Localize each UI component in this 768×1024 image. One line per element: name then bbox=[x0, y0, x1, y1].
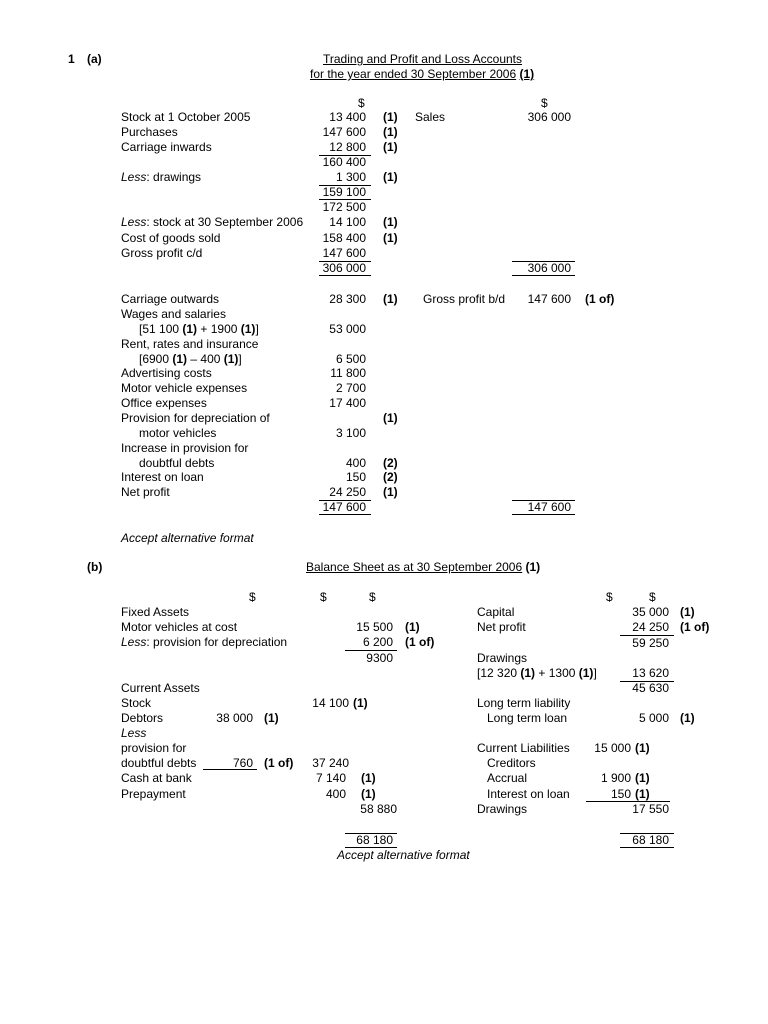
row-label: Cash at bank bbox=[121, 771, 192, 785]
row-label: Interest on loan bbox=[487, 787, 570, 801]
mark: (1) bbox=[383, 140, 398, 154]
dollar-header-left: $ bbox=[358, 96, 365, 110]
row-amount: 12 800 bbox=[329, 140, 366, 154]
mark: (1) bbox=[383, 485, 398, 499]
row-amount: 306 000 bbox=[527, 110, 571, 124]
mark: (1) bbox=[383, 292, 398, 306]
total-amount: 306 000 bbox=[527, 261, 571, 275]
row-label: Fixed Assets bbox=[121, 605, 190, 619]
mark: (1) bbox=[353, 696, 368, 710]
row-amount: 58 880 bbox=[360, 802, 397, 816]
question-number: 1 bbox=[68, 52, 75, 66]
row-label: Office expenses bbox=[121, 396, 207, 410]
row-label: Debtors bbox=[121, 711, 164, 725]
mark: (2) bbox=[383, 456, 398, 470]
row-amount: 159 100 bbox=[322, 185, 366, 199]
row-label: motor vehicles bbox=[139, 426, 217, 440]
row-label: Rent, rates and insurance bbox=[121, 337, 259, 351]
accept-note: Accept alternative format bbox=[121, 531, 254, 545]
row-amount: 147 600 bbox=[322, 246, 366, 260]
row-amount: 6 200 bbox=[362, 635, 393, 649]
row-label: doubtful debts bbox=[121, 756, 197, 770]
mark: (1) bbox=[680, 711, 695, 725]
row-amount: 5 000 bbox=[638, 711, 669, 725]
row-amount: 9300 bbox=[366, 651, 393, 665]
mark: (1 of) bbox=[680, 620, 710, 634]
calc-line: [12 320 (1) + 1300 (1)] bbox=[477, 666, 597, 680]
row-amount: 6 500 bbox=[335, 352, 366, 366]
row-label: provision for bbox=[121, 741, 187, 755]
mark: (1) bbox=[383, 110, 398, 124]
total-amount: 306 000 bbox=[322, 261, 366, 275]
row-amount: 37 240 bbox=[312, 756, 349, 770]
row-label: Less bbox=[121, 726, 147, 740]
row-amount: 158 400 bbox=[322, 231, 366, 245]
row-label: Net profit bbox=[477, 620, 526, 634]
row-amount: 53 000 bbox=[329, 322, 366, 336]
total-amount: 147 600 bbox=[527, 500, 571, 514]
mark: (1 of) bbox=[405, 635, 435, 649]
trading-title: Trading and Profit and Loss Accounts bbox=[323, 52, 523, 66]
row-label: Net profit bbox=[121, 485, 170, 499]
row-amount: 147 600 bbox=[527, 292, 571, 306]
row-amount: 24 250 bbox=[632, 620, 669, 634]
row-label: Current Liabilities bbox=[477, 741, 570, 755]
mark: (1) bbox=[680, 605, 695, 619]
mark: (1) bbox=[383, 215, 398, 229]
balance-sheet-title: Balance Sheet as at 30 September 2006 (1) bbox=[306, 560, 541, 574]
row-amount: 13 400 bbox=[329, 110, 366, 124]
row-amount: 24 250 bbox=[329, 485, 366, 499]
calc-line: [51 100 (1) + 1900 (1)] bbox=[139, 322, 259, 336]
mark: (1) bbox=[361, 787, 376, 801]
row-amount: 28 300 bbox=[329, 292, 366, 306]
row-label: Gross profit c/d bbox=[121, 246, 203, 260]
row-amount: 1 300 bbox=[335, 170, 366, 184]
accept-note: Accept alternative format bbox=[337, 848, 470, 862]
row-amount: 15 000 bbox=[594, 741, 631, 755]
dollar-header-right: $ bbox=[541, 96, 548, 110]
row-amount: 147 600 bbox=[322, 125, 366, 139]
row-amount: 160 400 bbox=[322, 155, 366, 169]
mark: (1) bbox=[383, 411, 398, 425]
row-label: Prepayment bbox=[121, 787, 186, 801]
row-label: Less: provision for depreciation bbox=[121, 635, 288, 649]
row-label: Interest on loan bbox=[121, 470, 204, 484]
row-label: Wages and salaries bbox=[121, 307, 226, 321]
trading-subtitle: for the year ended 30 September 2006 (1) bbox=[310, 67, 535, 81]
row-amount: 17 400 bbox=[329, 396, 366, 410]
row-label: Purchases bbox=[121, 125, 178, 139]
row-label: Capital bbox=[477, 605, 515, 619]
mark: (2) bbox=[383, 470, 398, 484]
row-amount: 59 250 bbox=[632, 636, 669, 650]
row-label: Carriage outwards bbox=[121, 292, 220, 306]
total-amount: 68 180 bbox=[632, 833, 669, 847]
row-label: Drawings bbox=[477, 651, 528, 665]
mark: (1) bbox=[383, 125, 398, 139]
calc-line: [6900 (1) – 400 (1)] bbox=[139, 352, 242, 366]
row-label: Advertising costs bbox=[121, 366, 212, 380]
mark: (1 of) bbox=[585, 292, 615, 306]
mark: (1) bbox=[635, 787, 650, 801]
row-amount: 38 000 bbox=[216, 711, 253, 725]
row-amount: 14 100 bbox=[312, 696, 349, 710]
dollar-header: $ bbox=[606, 590, 613, 604]
row-amount: 14 100 bbox=[329, 215, 366, 229]
row-amount: 15 500 bbox=[356, 620, 393, 634]
row-amount: 760 bbox=[232, 756, 253, 770]
row-amount: 7 140 bbox=[315, 771, 346, 785]
row-label: Long term liability bbox=[477, 696, 571, 710]
mark: (1) bbox=[264, 711, 279, 725]
part-b-label: (b) bbox=[87, 560, 103, 574]
mark: (1) bbox=[383, 170, 398, 184]
total-amount: 68 180 bbox=[356, 833, 393, 847]
row-label: doubtful debts bbox=[139, 456, 215, 470]
row-label: Current Assets bbox=[121, 681, 200, 695]
mark: (1) bbox=[383, 231, 398, 245]
row-amount: 150 bbox=[610, 787, 631, 801]
mark: (1) bbox=[405, 620, 420, 634]
row-amount: 45 630 bbox=[632, 681, 669, 695]
row-amount: 150 bbox=[345, 470, 366, 484]
row-amount: 35 000 bbox=[632, 605, 669, 619]
row-label: Drawings bbox=[477, 802, 528, 816]
row-label: Sales bbox=[415, 110, 446, 124]
row-amount: 11 800 bbox=[330, 366, 366, 380]
row-amount: 3 100 bbox=[335, 426, 366, 440]
row-label: Motor vehicle expenses bbox=[121, 381, 248, 395]
row-label: Creditors bbox=[487, 756, 536, 770]
row-amount: 172 500 bbox=[322, 200, 366, 214]
dollar-header: $ bbox=[249, 590, 256, 604]
row-label: Less: drawings bbox=[121, 170, 202, 184]
part-a-label: (a) bbox=[87, 52, 102, 66]
row-label: Stock at 1 October 2005 bbox=[121, 110, 251, 124]
row-label: Provision for depreciation of bbox=[121, 411, 270, 425]
dollar-header: $ bbox=[369, 590, 376, 604]
row-label: Long term loan bbox=[487, 711, 568, 725]
row-label: Stock bbox=[121, 696, 152, 710]
mark: (1 of) bbox=[264, 756, 294, 770]
row-amount: 13 620 bbox=[632, 666, 669, 680]
dollar-header: $ bbox=[649, 590, 656, 604]
mark: (1) bbox=[361, 771, 376, 785]
mark: (1) bbox=[635, 771, 650, 785]
row-label: Gross profit b/d bbox=[423, 292, 506, 306]
row-label: Carriage inwards bbox=[121, 140, 212, 154]
row-label: Increase in provision for bbox=[121, 441, 249, 455]
row-label: Less: stock at 30 September 2006 bbox=[121, 215, 304, 229]
row-amount: 400 bbox=[325, 787, 346, 801]
dollar-header: $ bbox=[320, 590, 327, 604]
row-amount: 17 550 bbox=[632, 802, 669, 816]
row-amount: 1 900 bbox=[600, 771, 631, 785]
row-label: Cost of goods sold bbox=[121, 231, 221, 245]
mark: (1) bbox=[635, 741, 650, 755]
row-label: Motor vehicles at cost bbox=[121, 620, 238, 634]
row-amount: 400 bbox=[345, 456, 366, 470]
row-label: Accrual bbox=[487, 771, 528, 785]
total-amount: 147 600 bbox=[322, 500, 366, 514]
row-amount: 2 700 bbox=[335, 381, 366, 395]
